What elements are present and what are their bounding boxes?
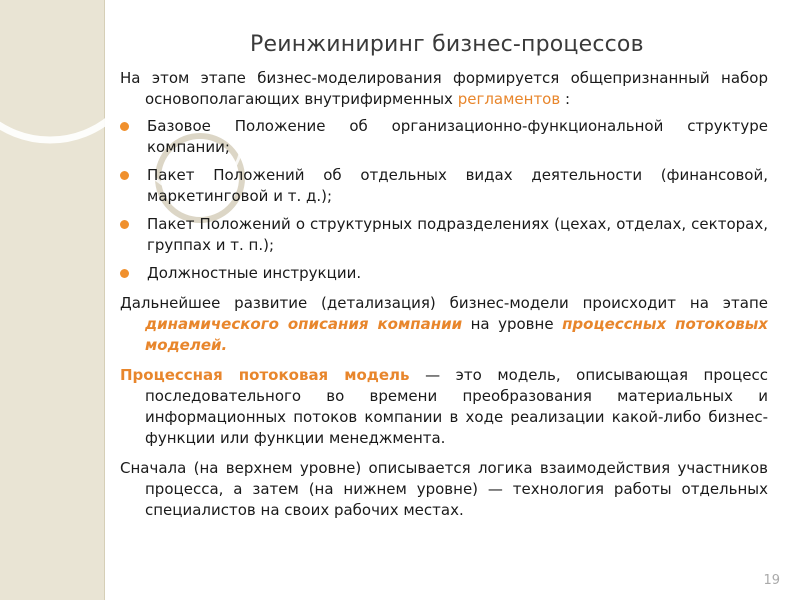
bullet-item [120, 116, 768, 158]
page-number: 19 [763, 573, 780, 588]
bullet-text: Должностные инструкции. [147, 264, 362, 282]
bullet-dot-icon [120, 171, 129, 180]
bullet-text: Пакет Положений об отдельных видах деятельности (финансовой, маркетинговой и т. д.); [147, 166, 768, 205]
bullet-item [120, 165, 768, 207]
process-models-emphasis: процессных потоковых моделей. [145, 315, 768, 354]
levels-paragraph: Сначала (на верхнем уровне) описывается логика взаимодействия участников процесса, а затем (на нижнем уровне) — технология работы отдельных специалистов на своих рабочих местах. [120, 459, 768, 519]
bullet-item [120, 263, 768, 284]
para2-text1: Дальнейшее развитие (детализация) бизнес-модели происходит на этапе [120, 294, 768, 312]
bullet-text: Базовое Положение об организационно-функциональной структуре компании; [147, 117, 768, 156]
reglaments-highlight: регламентов [457, 90, 561, 108]
bullet-dot-icon [120, 122, 129, 131]
definition-text: — это модель, описывающая процесс последовательного во времени преобразования материальных и информационных потоков компании в ходе реализации какой-либо бизнес-функции или функции менеджмента. [145, 366, 768, 447]
development-paragraph [120, 293, 768, 356]
intro-paragraph [120, 68, 768, 110]
slide-title: Реинжиниринг бизнес-процессов [250, 32, 644, 57]
slide-content [120, 68, 768, 530]
bullet-item [120, 214, 768, 256]
dynamic-description-emphasis: динамического описания компании [145, 315, 463, 333]
definition-term: Процессная потоковая модель [120, 366, 410, 384]
intro-text: На этом этапе бизнес-моделирования формируется общепризнанный набор основополагающих внутрифирменных [120, 69, 768, 108]
para2-text2: на уровне [462, 315, 563, 333]
definition-paragraph [120, 365, 768, 449]
intro-suffix: : [560, 90, 571, 108]
bullet-dot-icon [120, 269, 129, 278]
bullet-dot-icon [120, 220, 129, 229]
bullet-text: Пакет Положений о структурных подразделениях (цехах, отделах, секторах, группах и т. п.); [147, 215, 768, 254]
